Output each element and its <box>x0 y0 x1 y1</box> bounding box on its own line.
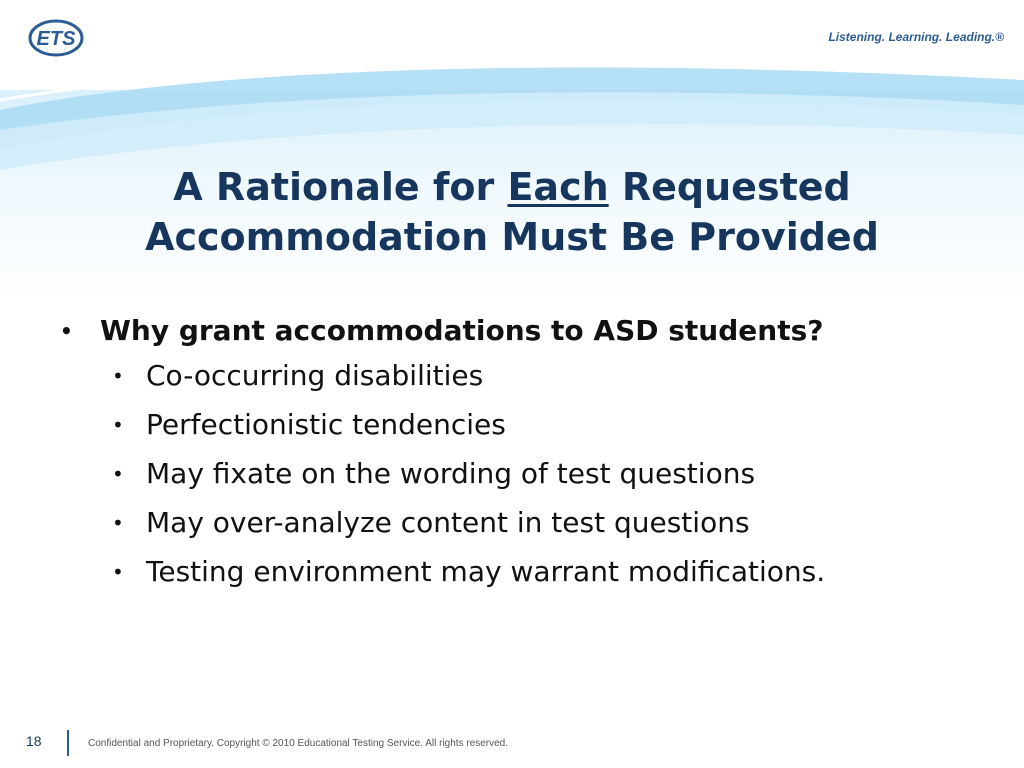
bullet-icon: • <box>112 511 124 535</box>
title-part2: Requested Accommodation Must Be Provided <box>145 165 879 259</box>
slide-title <box>40 162 984 262</box>
main-bullet-text: Why grant accommodations to ASD students? <box>100 314 824 347</box>
bullet-icon: • <box>112 462 124 486</box>
sub-bullet-text: Testing environment may warrant modifications. <box>146 555 826 588</box>
ets-logo <box>28 18 88 58</box>
footer-copyright: Confidential and Proprietary. Copyright © 2010 Educational Testing Service. All rights reserved. <box>88 738 508 749</box>
sub-bullet <box>60 405 960 445</box>
bullet-icon: • <box>112 364 124 388</box>
sub-bullet-text: Co-occurring disabilities <box>146 359 484 392</box>
tagline: Listening. Learning. Leading.® <box>828 30 1004 44</box>
sub-bullet <box>60 503 960 543</box>
bullet-icon: • <box>60 319 73 343</box>
footer-divider <box>67 730 69 756</box>
sub-bullet-list <box>60 356 960 592</box>
page-number: 18 <box>26 733 42 749</box>
bullet-icon: • <box>112 413 124 437</box>
ets-logo-text: ETS <box>36 28 76 50</box>
title-part1: A Rationale for <box>173 165 508 209</box>
sub-bullet <box>60 552 960 592</box>
bullet-icon: • <box>112 560 124 584</box>
sub-bullet-text: May fixate on the wording of test questions <box>146 457 756 490</box>
title-emphasis: Each <box>507 165 609 209</box>
sub-bullet-text: May over-analyze content in test questions <box>146 506 750 539</box>
slide-content <box>60 310 960 601</box>
main-bullet <box>60 310 960 352</box>
sub-bullet <box>60 356 960 396</box>
sub-bullet <box>60 454 960 494</box>
sub-bullet-text: Perfectionistic tendencies <box>146 408 506 441</box>
